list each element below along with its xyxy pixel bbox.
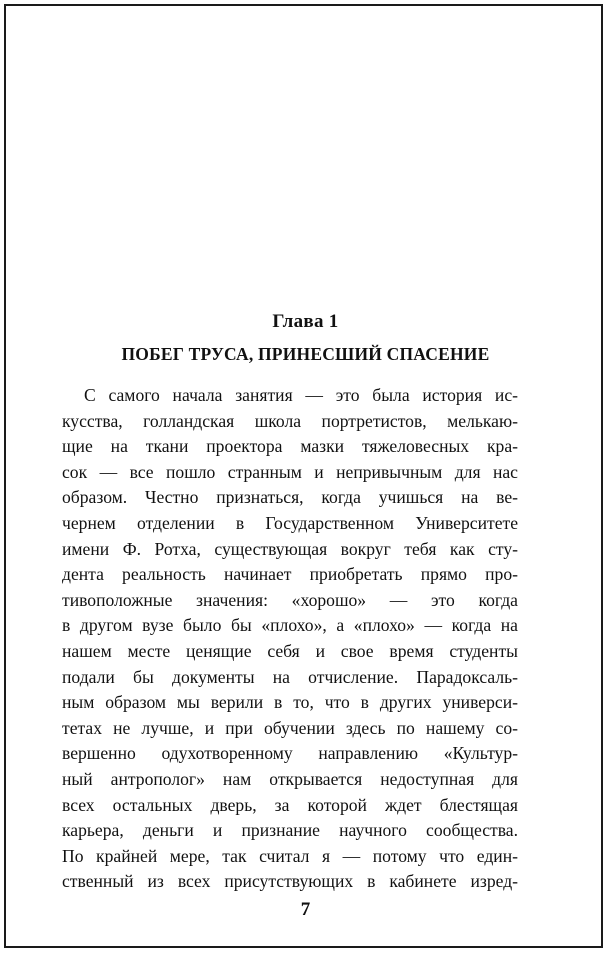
text-line: подали бы документы на отчисление. Парадоксаль- [62,666,518,687]
text-line: По крайней мере, так считал я — потому что един- [62,845,518,866]
text-line: нашем месте ценящие себя и свое время студенты [62,640,518,661]
text-line: сок — все пошло странным и непривычным для нас [62,461,518,482]
text-line: имени Ф. Ротха, существующая вокруг тебя как сту- [62,538,518,559]
page-number: 7 [300,899,311,920]
chapter-title: ПОБЕГ ТРУСА, ПРИНЕСШИЙ СПАСЕНИЕ [121,344,490,364]
text-line: щие на ткани проектора мазки тяжеловесных кра- [62,436,518,457]
text-line: карьера, деньги и признание научного сообщества. [62,820,518,841]
text-line: кусства, голландская школа портретистов, мелькаю- [62,410,518,431]
text-line: ный антрополог» нам открывается недоступная для [62,768,518,789]
text-line: в другом вузе было бы «плохо», а «плохо» — когда на [62,615,518,636]
text-line: образом. Честно признаться, когда учишься на ве- [62,487,518,508]
chapter-heading: Глава 1 [272,311,339,332]
text-line: чернем отделении в Государственном Университете [62,512,518,533]
text-line: тивоположные значения: «хорошо» — это когда [62,589,518,610]
text-line: всех остальных дверь, за которой ждет блестящая [62,794,518,815]
text-line: дента реальность начинает приобретать прямо про- [62,564,518,585]
text-line: ным образом мы верили в то, что в других универси- [62,692,518,713]
body-paragraph [62,383,518,895]
text-line: ственный из всех присутствующих в кабинете изред- [62,871,518,892]
text-line: С самого начала занятия — это была история ис- [84,385,518,405]
text-line: вершенно одухотворенному направлению «Культур- [62,743,518,764]
text-line: тетах не лучше, и при обучении здесь по нашему со- [62,717,518,738]
